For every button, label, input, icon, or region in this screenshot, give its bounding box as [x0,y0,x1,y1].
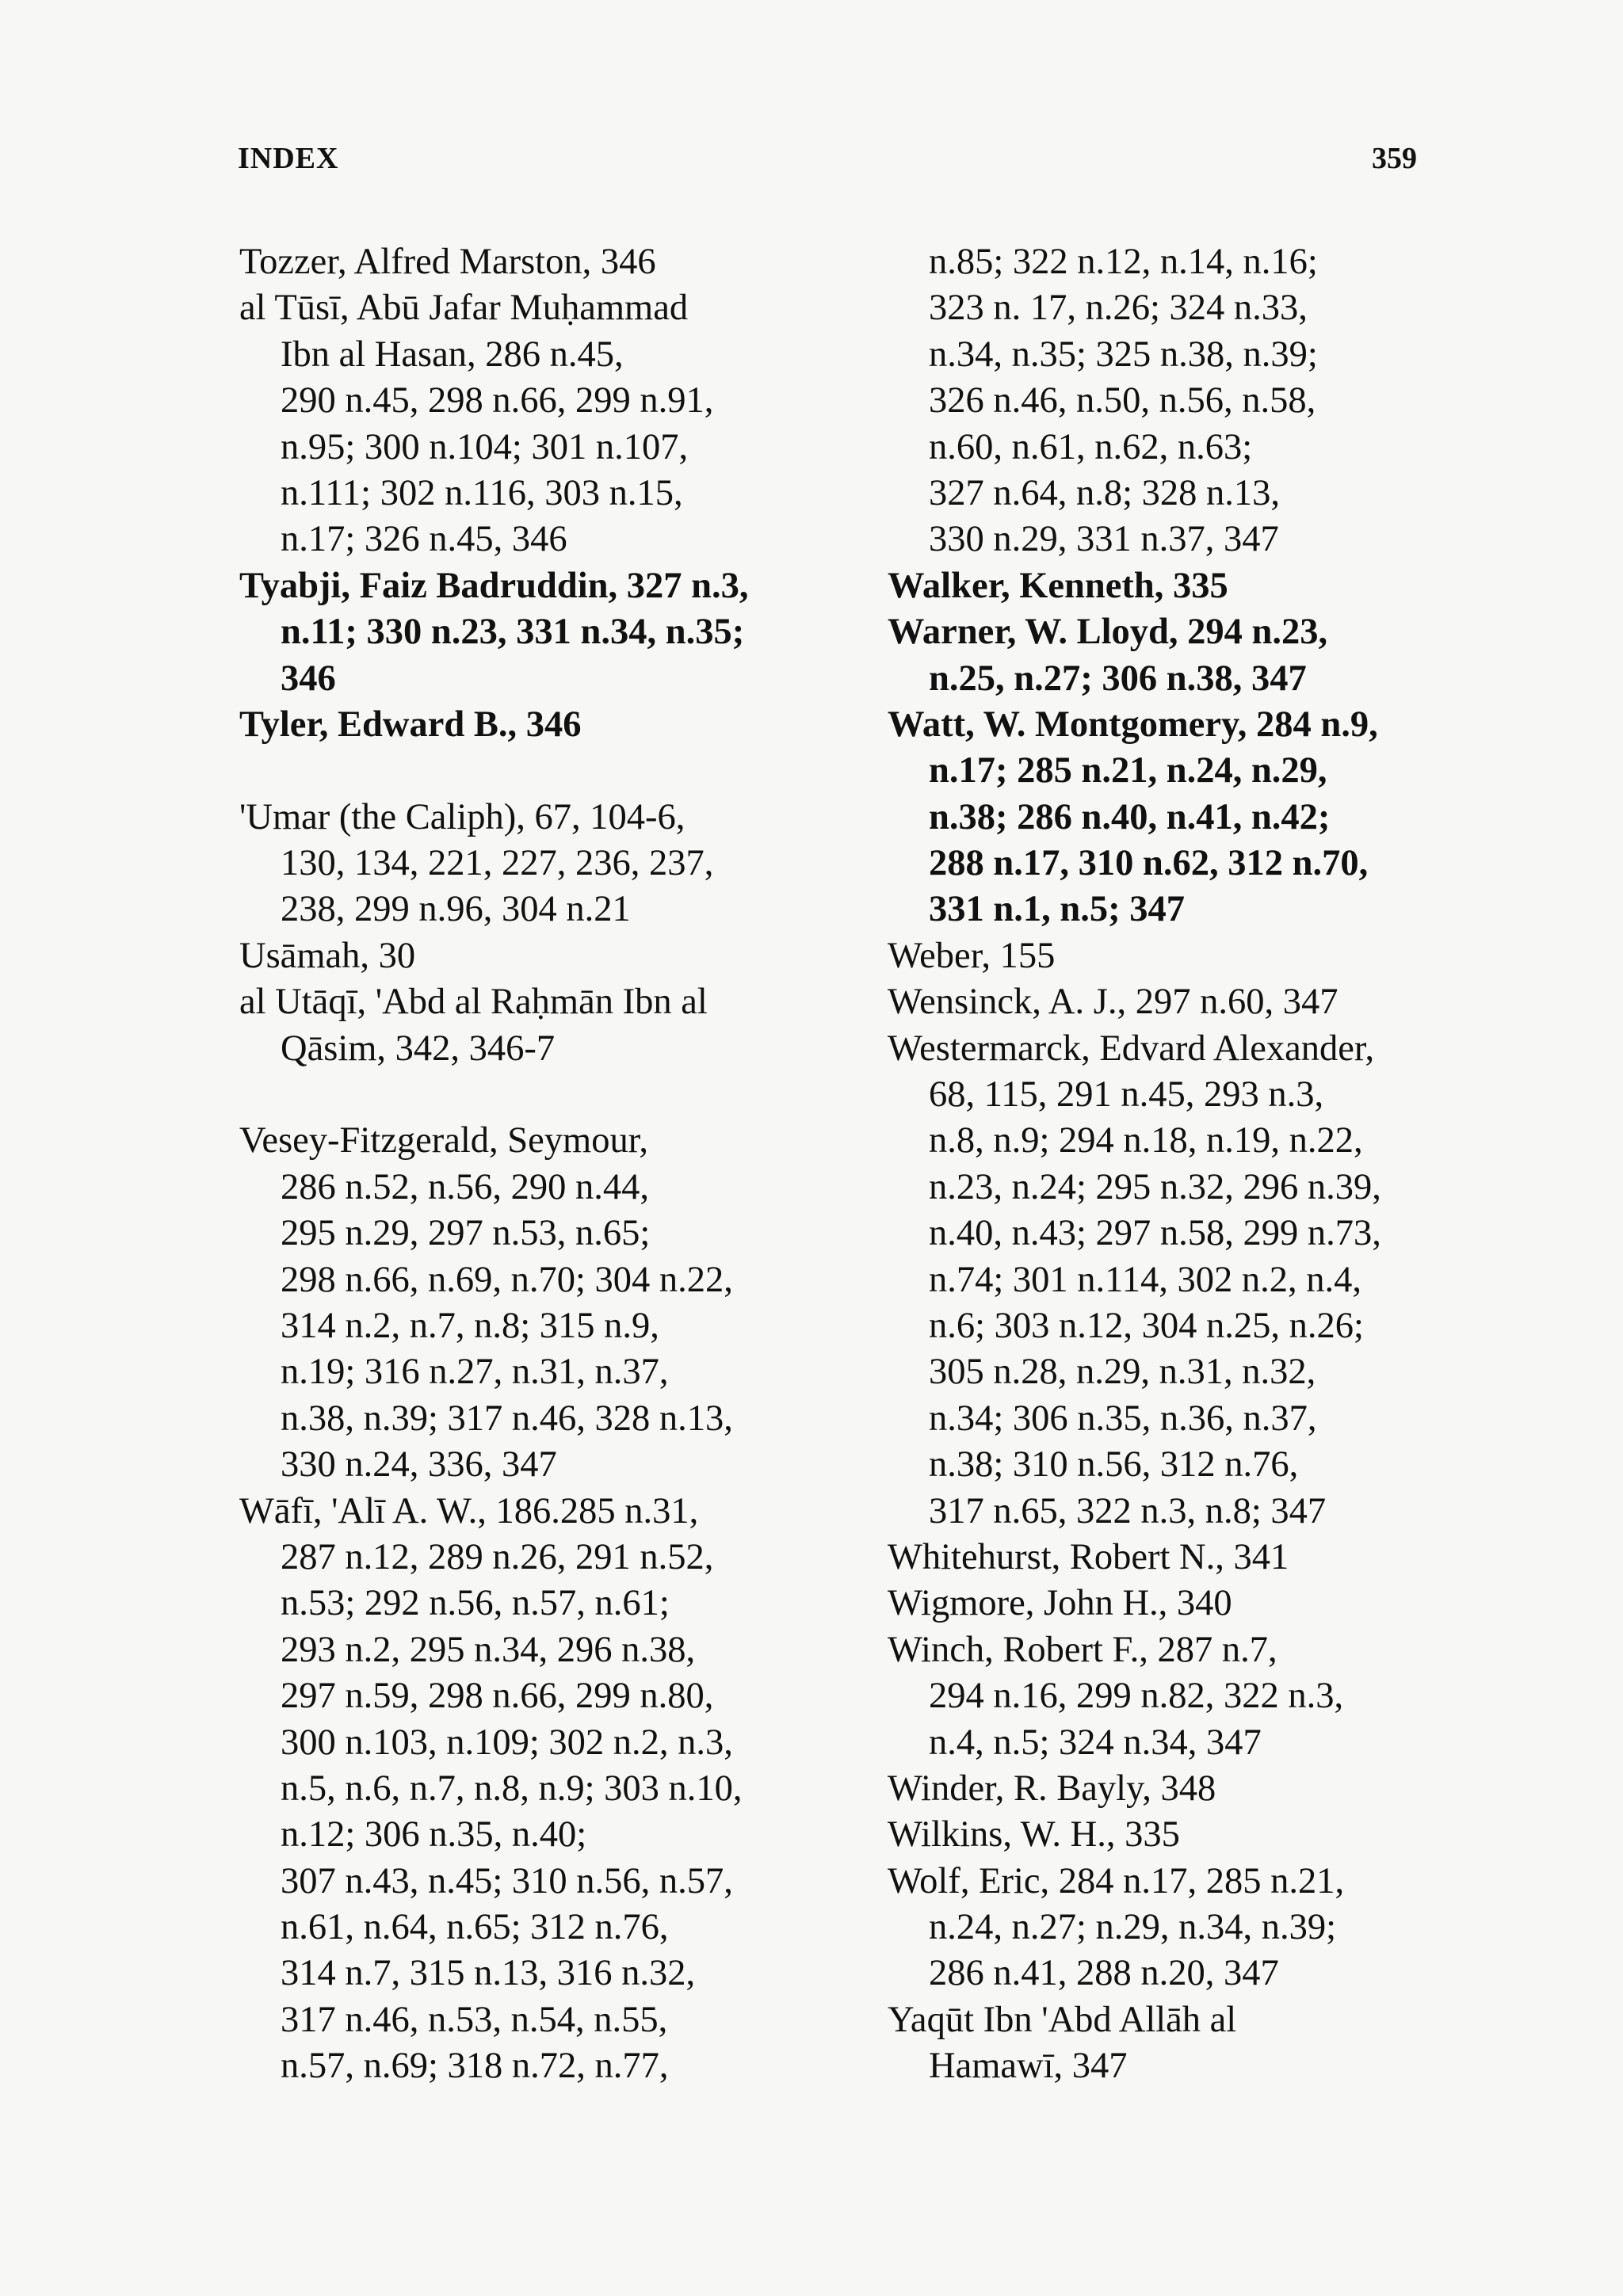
index-subline: n.17; 326 n.45, 346 [281,519,567,560]
index-subline: n.111; 302 n.116, 303 n.15, [281,472,683,513]
index-column-left [239,239,842,2090]
index-subline: 286 n.52, n.56, 290 n.44, [281,1166,649,1207]
index-entry: Tozzer, Alfred Marston, 346 [239,242,656,282]
index-subline: n.17; 285 n.21, n.24, n.29, [929,750,1327,791]
index-subline: 298 n.66, n.69, n.70; 304 n.22, [281,1259,733,1300]
index-entry: Weber, 155 [888,935,1056,976]
index-entry: Wigmore, John H., 340 [888,1583,1232,1624]
index-subline: n.8, n.9; 294 n.18, n.19, n.22, [929,1120,1363,1161]
index-subline: n.74; 301 n.114, 302 n.2, n.4, [929,1259,1361,1300]
index-subline: 314 n.7, 315 n.13, 316 n.32, [281,1953,696,1994]
index-entry: Tyler, Edward B., 346 [239,704,582,745]
index-subline: 290 n.45, 298 n.66, 299 n.91, [281,380,714,421]
index-subline: n.61, n.64, n.65; 312 n.76, [281,1907,669,1948]
page-header [238,141,1417,189]
index-entry: Watt, W. Montgomery, 284 n.9, [888,704,1378,745]
index-subline: 305 n.28, n.29, n.31, n.32, [929,1352,1316,1393]
index-subline: n.25, n.27; 306 n.38, 347 [929,658,1307,699]
index-subline: Qāsim, 342, 346-7 [281,1028,556,1069]
index-entry: Warner, W. Lloyd, 294 n.23, [888,612,1328,653]
index-subline: Hamawī, 347 [929,2046,1128,2087]
index-column-right [888,239,1458,2090]
index-subline: 330 n.24, 336, 347 [281,1444,557,1486]
index-subline: n.4, n.5; 324 n.34, 347 [929,1722,1262,1763]
index-entry: Tyabji, Faiz Badruddin, 327 n.3, [239,565,749,606]
index-subline: 323 n. 17, n.26; 324 n.33, [929,288,1308,329]
index-subline: 317 n.65, 322 n.3, n.8; 347 [929,1490,1327,1531]
index-entry: Vesey-Fitzgerald, Seymour, [239,1120,648,1161]
index-subline: 300 n.103, n.109; 302 n.2, n.3, [281,1722,733,1763]
index-subline: n.12; 306 n.35, n.40; [281,1814,587,1855]
index-subline: 297 n.59, 298 n.66, 299 n.80, [281,1676,714,1717]
index-subline: 314 n.2, n.7, n.8; 315 n.9, [281,1305,659,1346]
page-number: 359 [1372,142,1417,175]
index-subline: 295 n.29, 297 n.53, n.65; [281,1213,651,1254]
index-subline: n.19; 316 n.27, n.31, n.37, [281,1352,669,1393]
index-subline: n.6; 303 n.12, 304 n.25, n.26; [929,1305,1364,1346]
index-subline: Ibn al Hasan, 286 n.45, [281,334,624,375]
index-subline: n.40, n.43; 297 n.58, 299 n.73, [929,1213,1381,1254]
index-subline: 287 n.12, 289 n.26, 291 n.52, [281,1536,714,1577]
index-subline: n.57, n.69; 318 n.72, n.77, [281,2046,669,2087]
index-entry: Winder, R. Bayly, 348 [888,1768,1216,1809]
index-entry: Wolf, Eric, 284 n.17, 285 n.21, [888,1860,1345,1901]
running-head-title: INDEX [238,142,339,175]
index-subline: n.34; 306 n.35, n.36, n.37, [929,1398,1317,1439]
index-subline: n.24, n.27; n.29, n.34, n.39; [929,1907,1337,1948]
index-subline: n.34, n.35; 325 n.38, n.39; [929,334,1318,375]
index-entry: al Tūsī, Abū Jafar Muḥammad [239,288,689,329]
index-subline: n.95; 300 n.104; 301 n.107, [281,426,689,467]
index-subline: 331 n.1, n.5; 347 [929,889,1185,930]
index-entry: Usāmah, 30 [239,935,416,976]
index-subline: n.38; 286 n.40, n.41, n.42; [929,796,1331,837]
index-subline: 130, 134, 221, 227, 236, 237, [281,843,714,884]
index-subline: n.5, n.6, n.7, n.8, n.9; 303 n.10, [281,1768,743,1809]
index-subline: 317 n.46, n.53, n.54, n.55, [281,1999,668,2040]
index-subline: n.11; 330 n.23, 331 n.34, n.35; [281,612,745,653]
index-subline: n.53; 292 n.56, n.57, n.61; [281,1583,670,1624]
index-subline: 288 n.17, 310 n.62, 312 n.70, [929,843,1369,884]
index-entry: Wāfī, 'Alī A. W., 186.285 n.31, [239,1490,699,1531]
index-subline: 293 n.2, 295 n.34, 296 n.38, [281,1629,696,1670]
index-entry: Winch, Robert F., 287 n.7, [888,1629,1277,1670]
index-subline: n.60, n.61, n.62, n.63; [929,426,1253,467]
index-subline: 307 n.43, n.45; 310 n.56, n.57, [281,1860,733,1901]
index-entry: al Utāqī, 'Abd al Raḥmān Ibn al [239,982,708,1023]
index-subline: n.38; 310 n.56, 312 n.76, [929,1444,1299,1486]
index-entry: Walker, Kenneth, 335 [888,565,1228,606]
index-entry: Wilkins, W. H., 335 [888,1814,1180,1855]
index-subline: 326 n.46, n.50, n.56, n.58, [929,380,1316,421]
index-entry: 'Umar (the Caliph), 67, 104-6, [239,796,685,837]
index-subline: n.23, n.24; 295 n.32, 296 n.39, [929,1166,1381,1207]
index-subline: 330 n.29, 331 n.37, 347 [929,519,1279,560]
index-subline: 327 n.64, n.8; 328 n.13, [929,472,1281,513]
index-subline: 346 [281,658,336,699]
index-subline: n.85; 322 n.12, n.14, n.16; [929,242,1318,282]
index-subline: 68, 115, 291 n.45, 293 n.3, [929,1074,1324,1116]
index-entry: Wensinck, A. J., 297 n.60, 347 [888,982,1338,1023]
index-subline: 238, 299 n.96, 304 n.21 [281,889,631,930]
index-entry: Whitehurst, Robert N., 341 [888,1536,1289,1577]
index-entry: Westermarck, Edvard Alexander, [888,1028,1375,1069]
entry-gap [239,1072,842,1118]
index-subline: 286 n.41, 288 n.20, 347 [929,1953,1279,1994]
index-entry: Yaqūt Ibn 'Abd Allāh al [888,1999,1237,2040]
entry-gap [239,748,842,794]
index-subline: 294 n.16, 299 n.82, 322 n.3, [929,1676,1344,1717]
index-subline: n.38, n.39; 317 n.46, 328 n.13, [281,1398,733,1439]
